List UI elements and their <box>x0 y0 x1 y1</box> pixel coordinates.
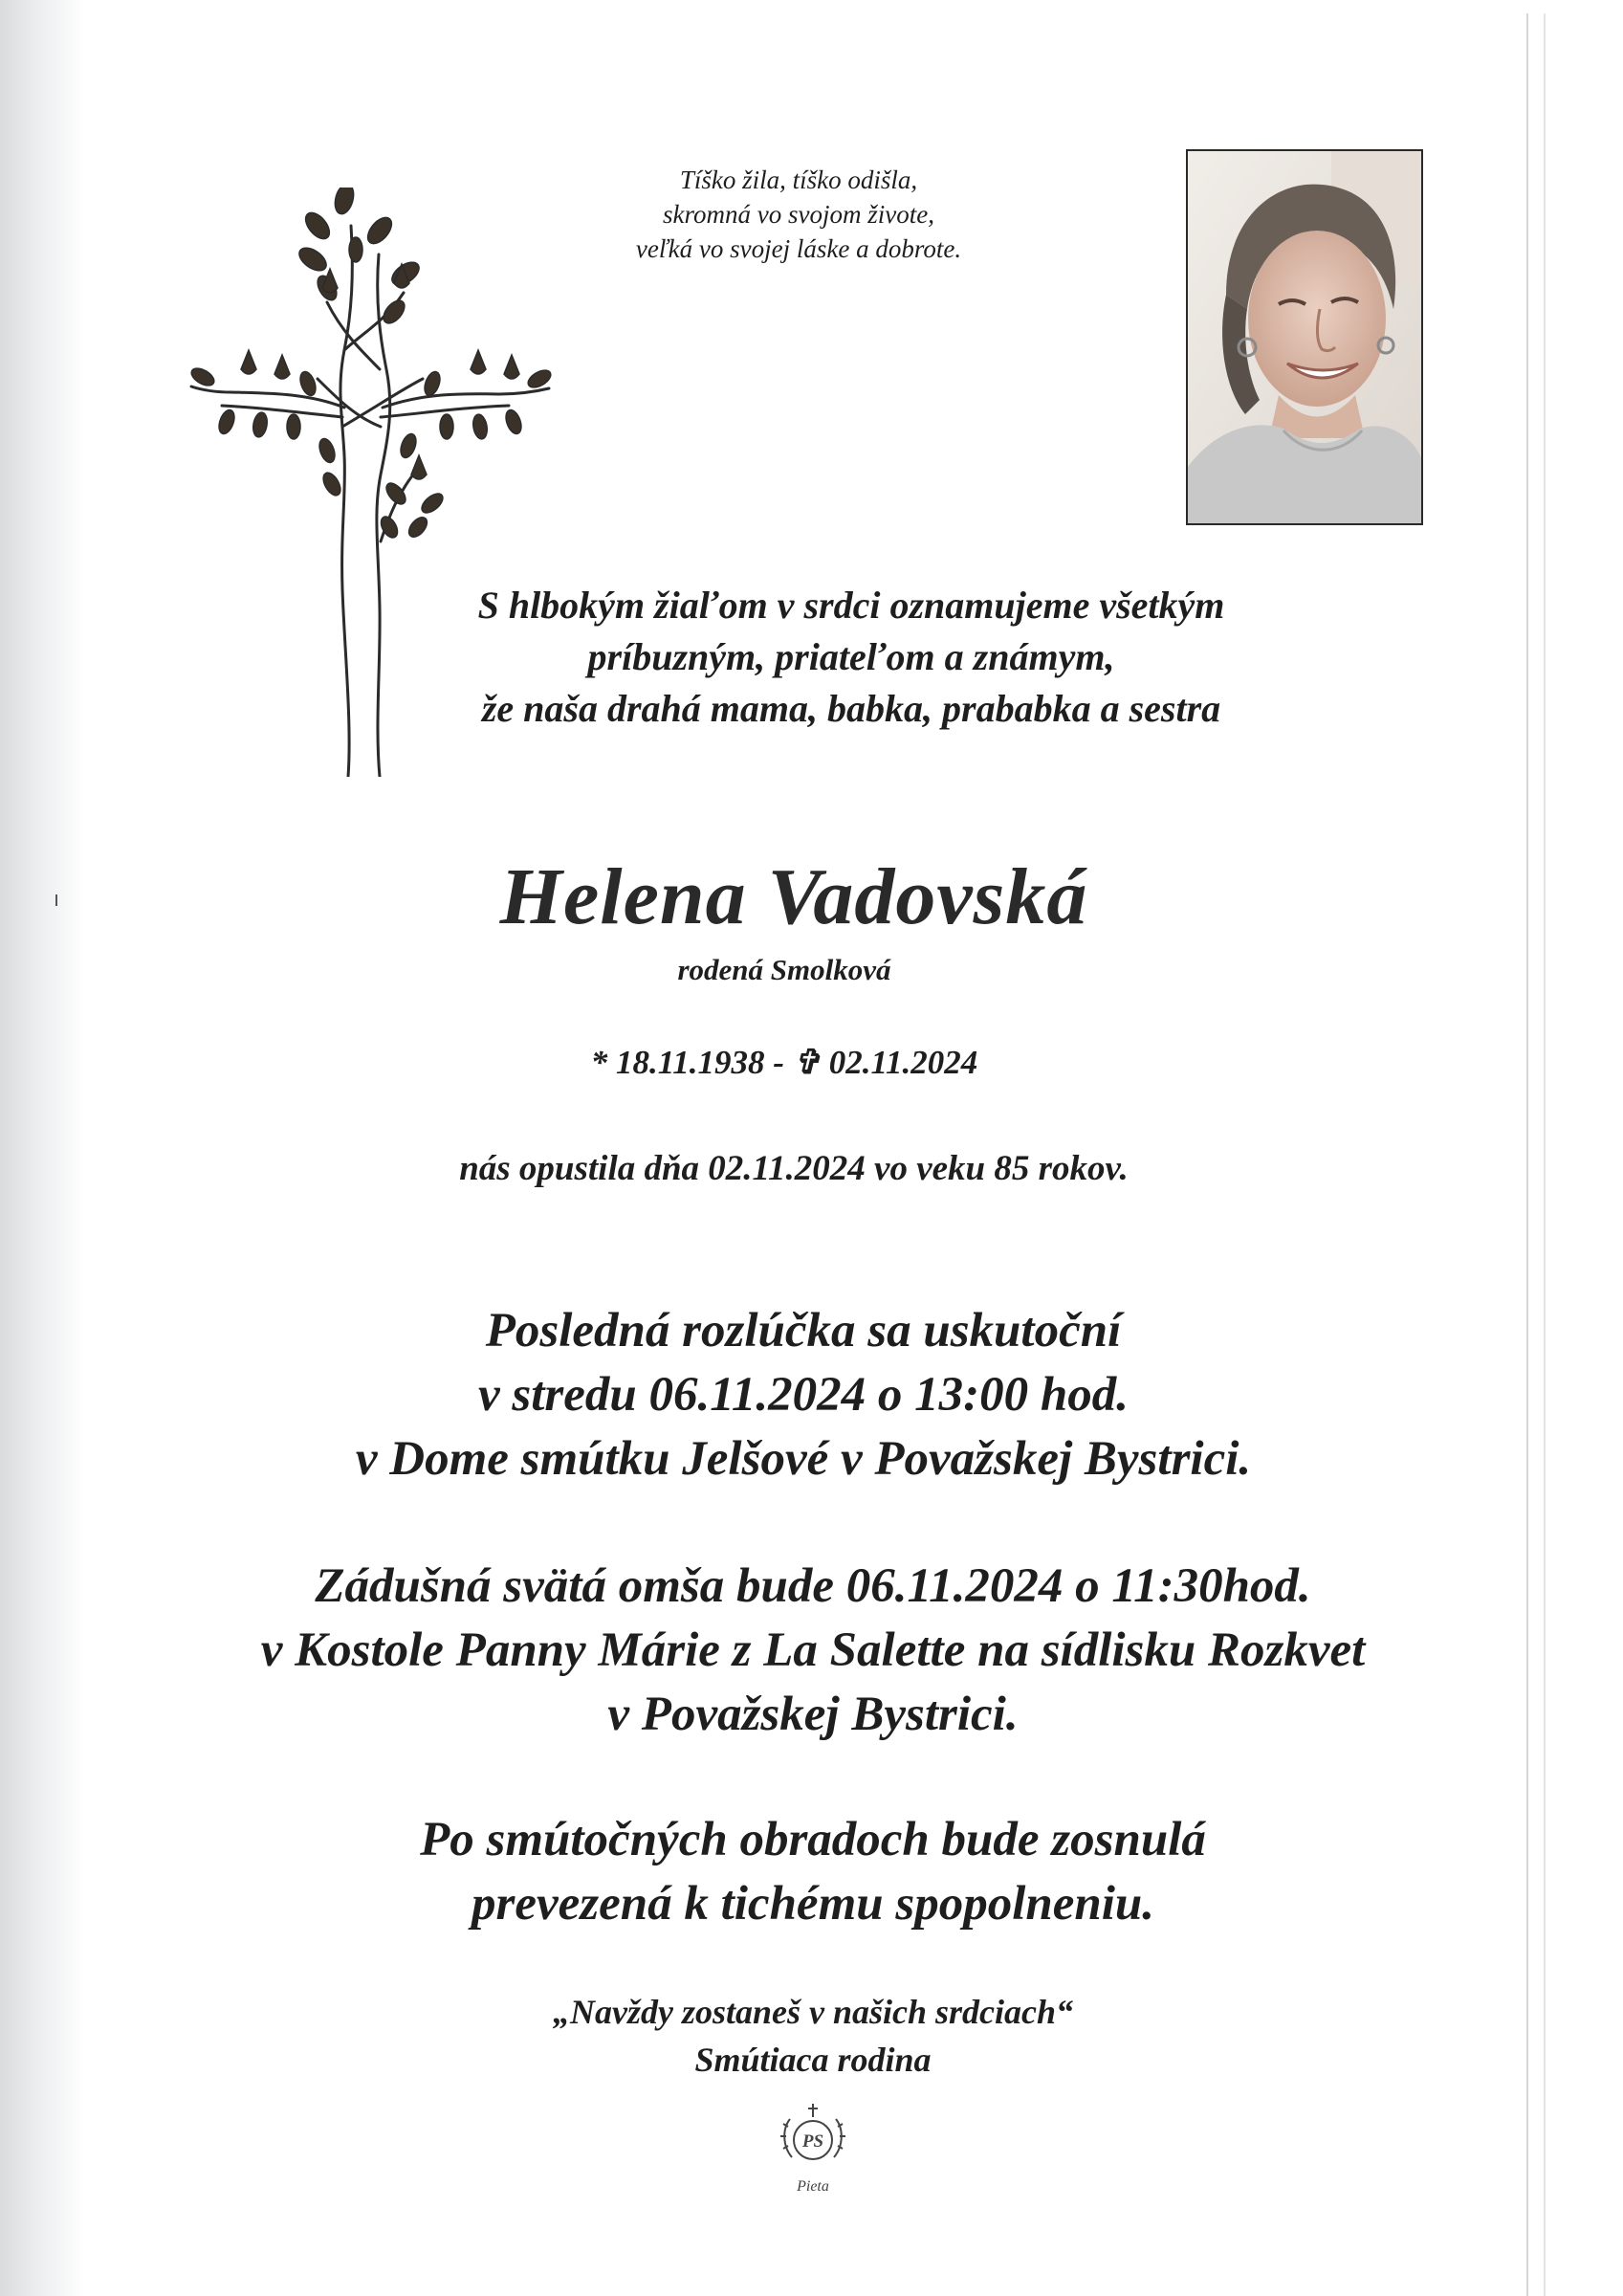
closing-quote: „Navždy zostaneš v našich srdciach“ <box>552 1993 1073 2031</box>
ceremony-line: v Dome smútku Jelšové v Považskej Bystrici. <box>355 1432 1252 1486</box>
funeral-ceremony-info <box>220 1299 1387 1491</box>
portrait-photo <box>1186 149 1423 525</box>
maiden-name: rodená Smolková <box>677 953 891 986</box>
cremation-info <box>268 1808 1358 1936</box>
date-of-passing: nás opustila dňa 02.11.2024 vo veku 85 rokov. <box>459 1149 1129 1188</box>
announcement-line: S hlbokým žiaľom v srdci oznamujeme všetkým <box>477 584 1225 627</box>
transfer-line: Po smútočných obradoch bude zosnulá <box>420 1813 1206 1866</box>
scan-mark <box>55 894 57 906</box>
deceased-name: Helena Vadovská <box>499 852 1088 941</box>
logo-monogram: PS <box>801 2131 824 2152</box>
mass-line: v Považskej Bystrici. <box>607 1688 1019 1741</box>
ceremony-line: v stredu 06.11.2024 o 13:00 hod. <box>477 1368 1130 1422</box>
scan-shadow <box>0 0 86 2296</box>
page-edge-line <box>1526 13 1528 2296</box>
memorial-mass-info <box>153 1555 1473 1747</box>
announcement-line: príbuzným, priateľom a známym, <box>587 635 1115 678</box>
mass-line: Zádušná svätá omša bude 06.11.2024 o 11:30hod. <box>315 1559 1311 1613</box>
transfer-line: prevezená k tichému spopolneniu. <box>471 1877 1155 1931</box>
ceremony-line: Posledná rozlúčka sa uskutoční <box>485 1304 1122 1358</box>
motto-line: veľká vo svojej láske a dobrote. <box>635 234 962 263</box>
motto-line: skromná vo svojom živote, <box>663 200 934 229</box>
announcement <box>402 580 1301 735</box>
motto-line: Tíško žila, tíško odišla, <box>679 166 918 194</box>
announcement-line: že naša drahá mama, babka, prababka a sestra <box>481 687 1221 730</box>
life-dates: * 18.11.1938 - ✞ 02.11.2024 <box>590 1044 978 1081</box>
funeral-service-logo-icon <box>777 2100 849 2173</box>
motto <box>612 163 985 266</box>
mass-line: v Kostole Panny Márie z La Salette na sídlisku Rozkvet <box>260 1623 1366 1677</box>
logo-caption: Pieta <box>797 2178 829 2195</box>
page-edge-line <box>1544 13 1546 2296</box>
family-signature: Smútiaca rodina <box>694 2041 932 2079</box>
portrait-image <box>1188 151 1421 523</box>
